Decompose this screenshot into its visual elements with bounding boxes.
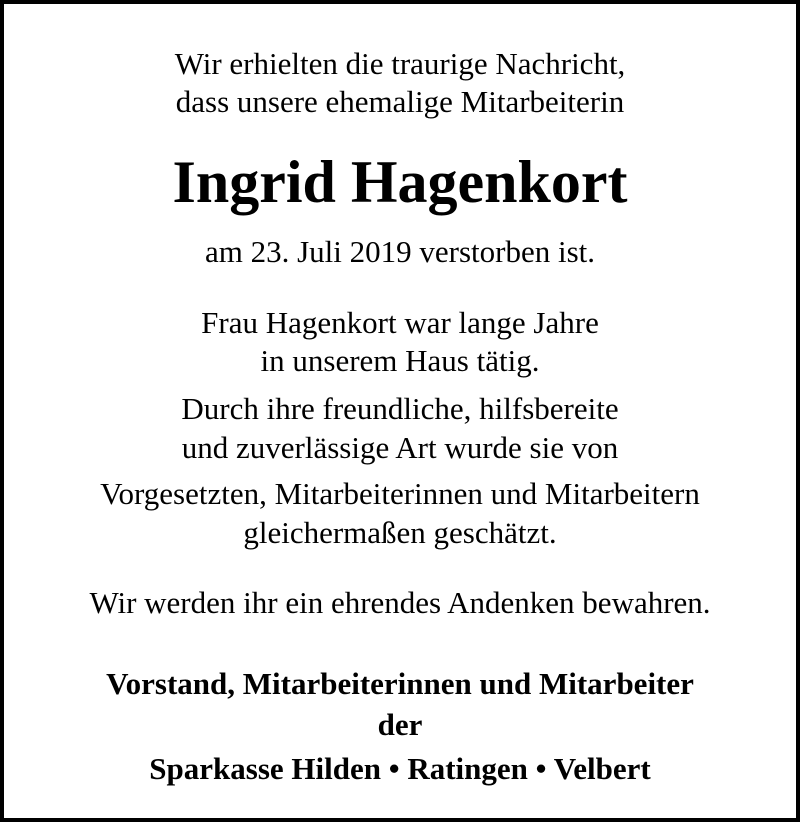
remembrance-line: Wir werden ihr ein ehrendes Andenken bewahren. [89,585,711,620]
tribute-line-3: Durch ihre freundliche, hilfsbereite [181,391,619,426]
deceased-name: Ingrid Hagenkort [172,149,628,215]
signature-line-2: der [377,707,423,742]
intro-line-2: dass unsere ehemalige Mitarbeiterin [175,84,625,119]
tribute-line-6: gleichermaßen geschätzt. [243,515,557,550]
intro-line-1: Wir erhielten die traurige Nachricht, [174,46,626,81]
signature-line-3: Sparkasse Hilden • Ratingen • Velbert [149,751,651,786]
date-line: am 23. Juli 2019 verstorben ist. [204,234,596,269]
tribute-line-5: Vorgesetzten, Mitarbeiterinnen und Mitarbeitern [100,476,700,511]
tribute-line-4: und zuverlässige Art wurde sie von [181,430,619,465]
tribute-line-2: in unserem Haus tätig. [260,343,540,378]
tribute-line-1: Frau Hagenkort war lange Jahre [201,305,599,340]
signature-line-1: Vorstand, Mitarbeiterinnen und Mitarbeiter [106,666,694,701]
